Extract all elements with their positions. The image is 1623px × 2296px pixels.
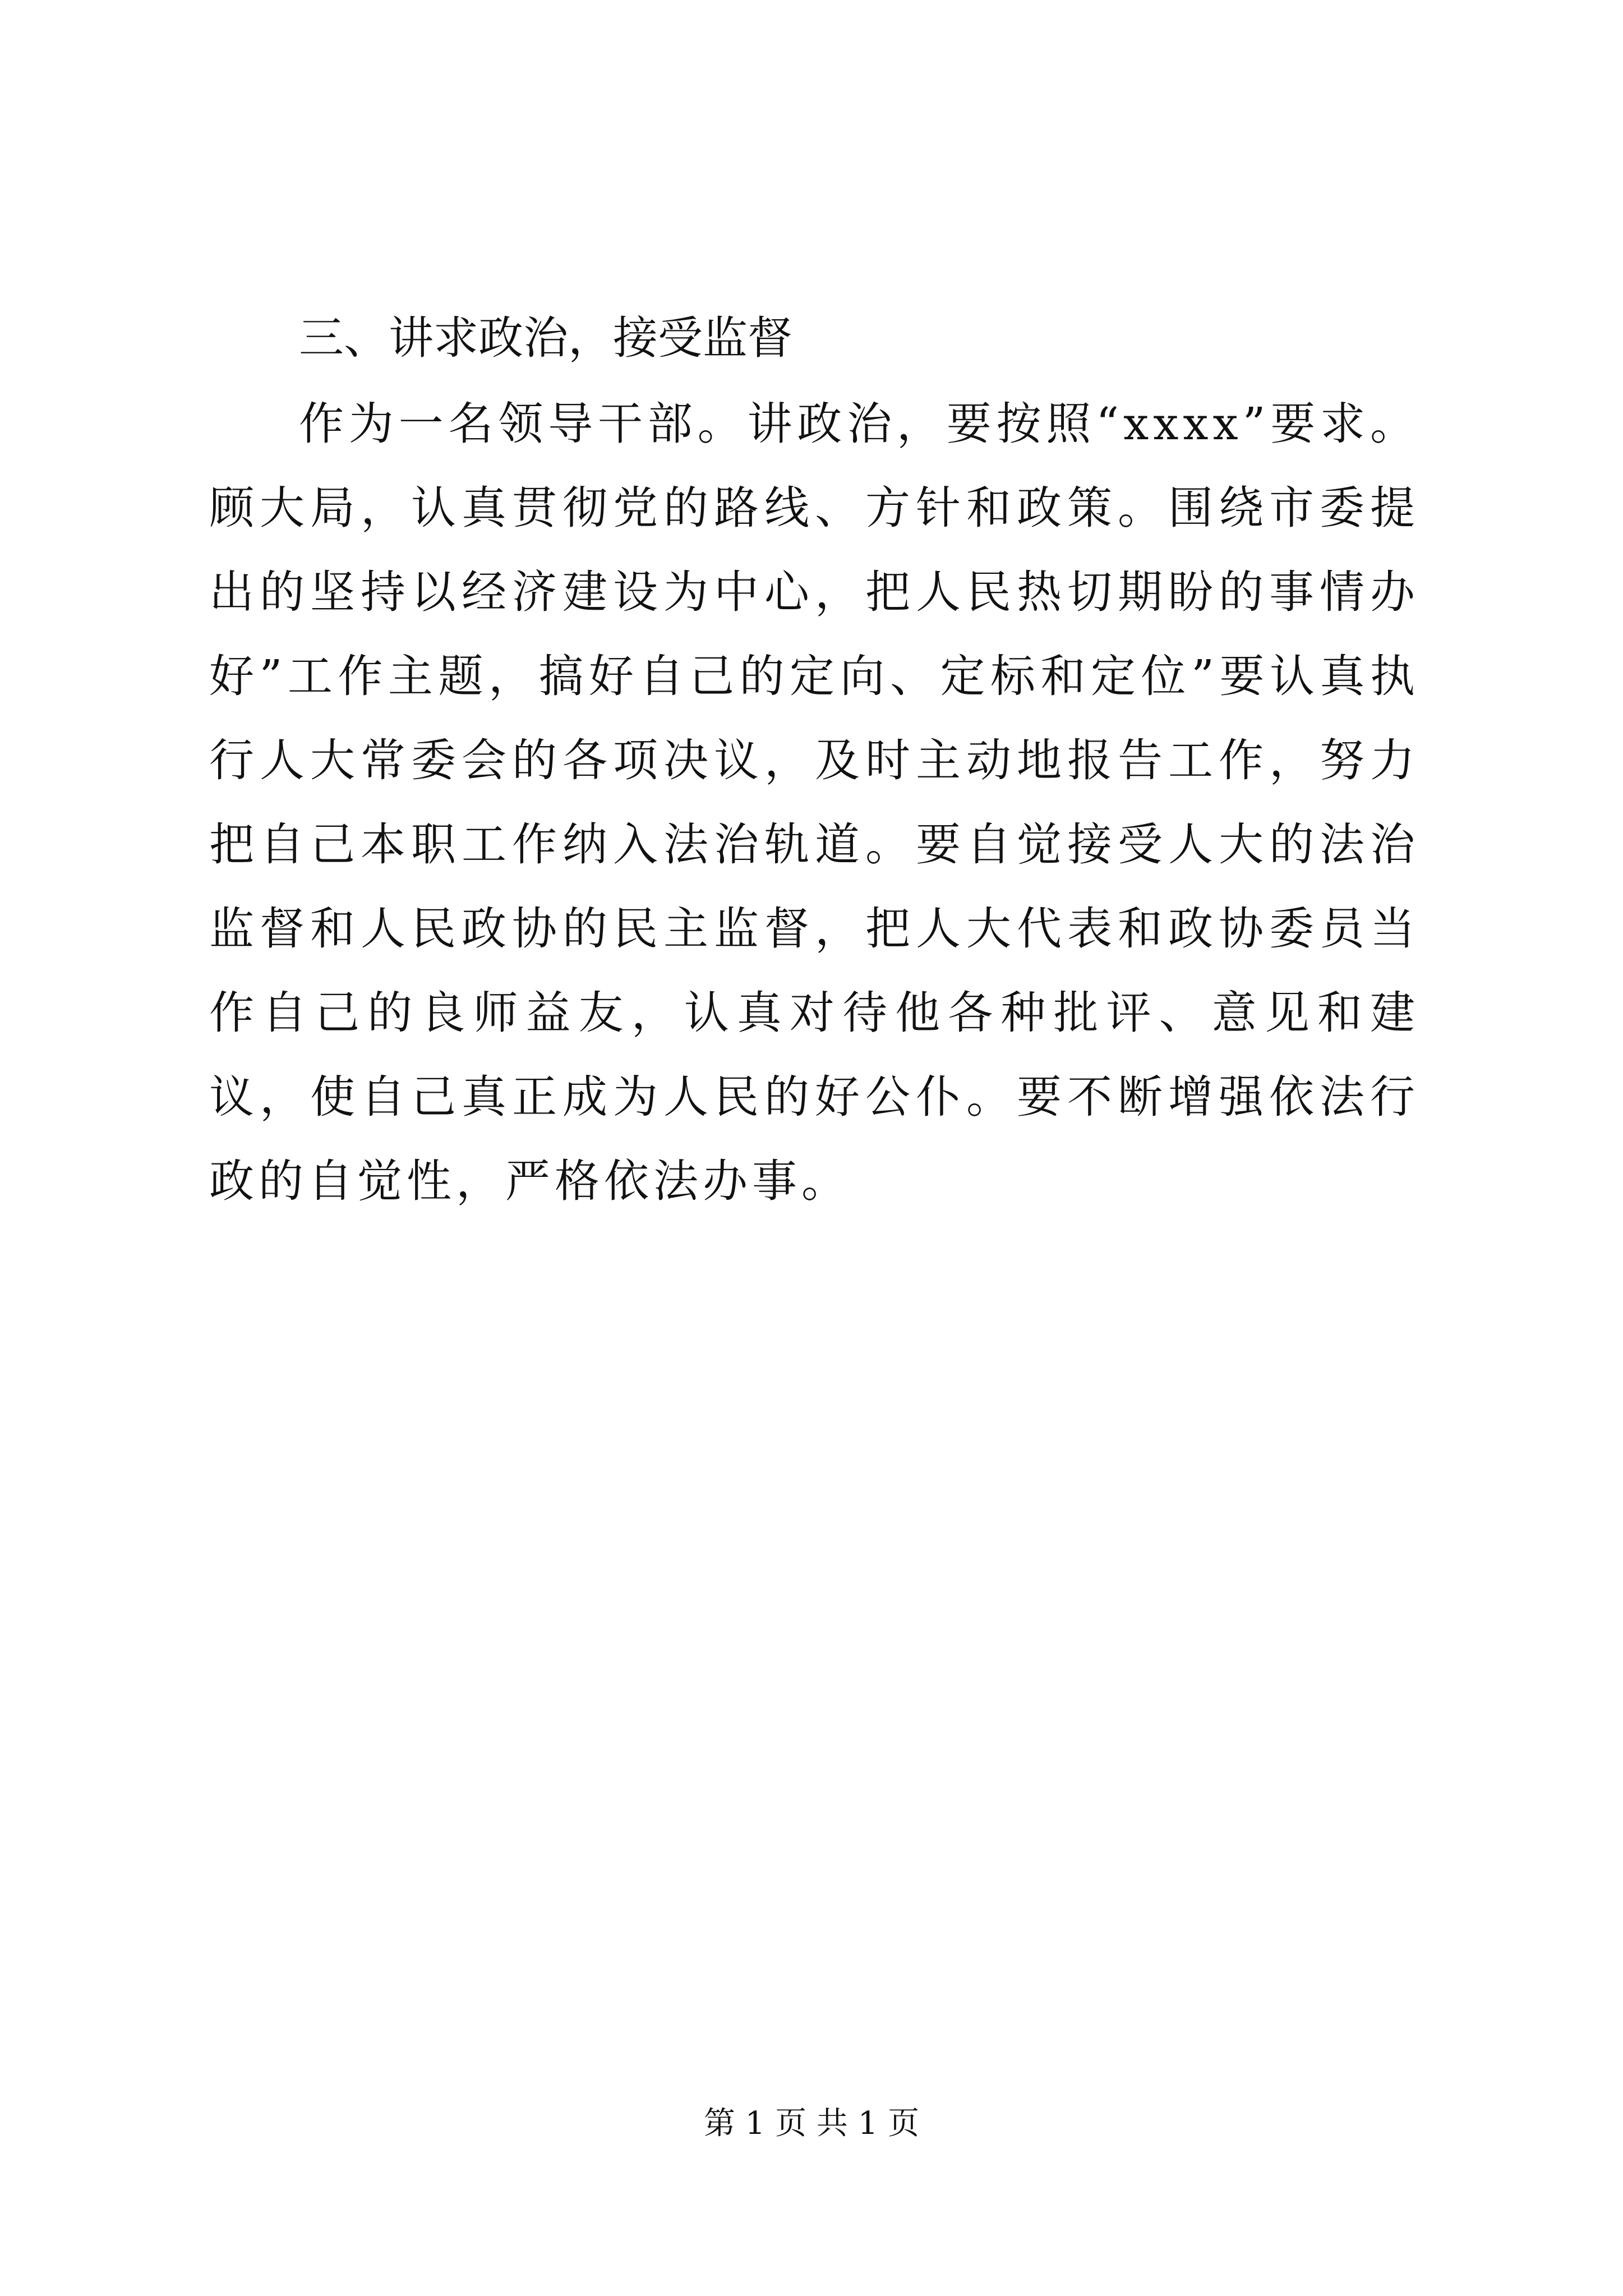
section-heading: 三、讲求政治，接受监督 (299, 312, 792, 364)
page-footer: 第 1 页 共 1 页 (703, 2105, 920, 2142)
document-body (209, 295, 1419, 1223)
body-paragraph: 作为一名领导干部。讲政治，要按照“xxxx”要求。顾大局，认真贯彻党的路线、方针和政策。围绕市委提出的坚持以经济建设为中心，把人民热切期盼的事情办好”工作主题，搞好自己的定向、定标和定位”要认真执行人大常委会的各项决议，及时主动地报告工作，努力把自己本职工作纳入法治轨道。要自觉接受人大的法治监督和人民政协的民主监督，把人大代表和政协委员当作自己的良师益友，认真对待他各种批评、意见和建议，使自己真正成为人民的好公仆。要不断增强依法行政的自觉性，严格依法办事。 (209, 398, 1419, 1207)
